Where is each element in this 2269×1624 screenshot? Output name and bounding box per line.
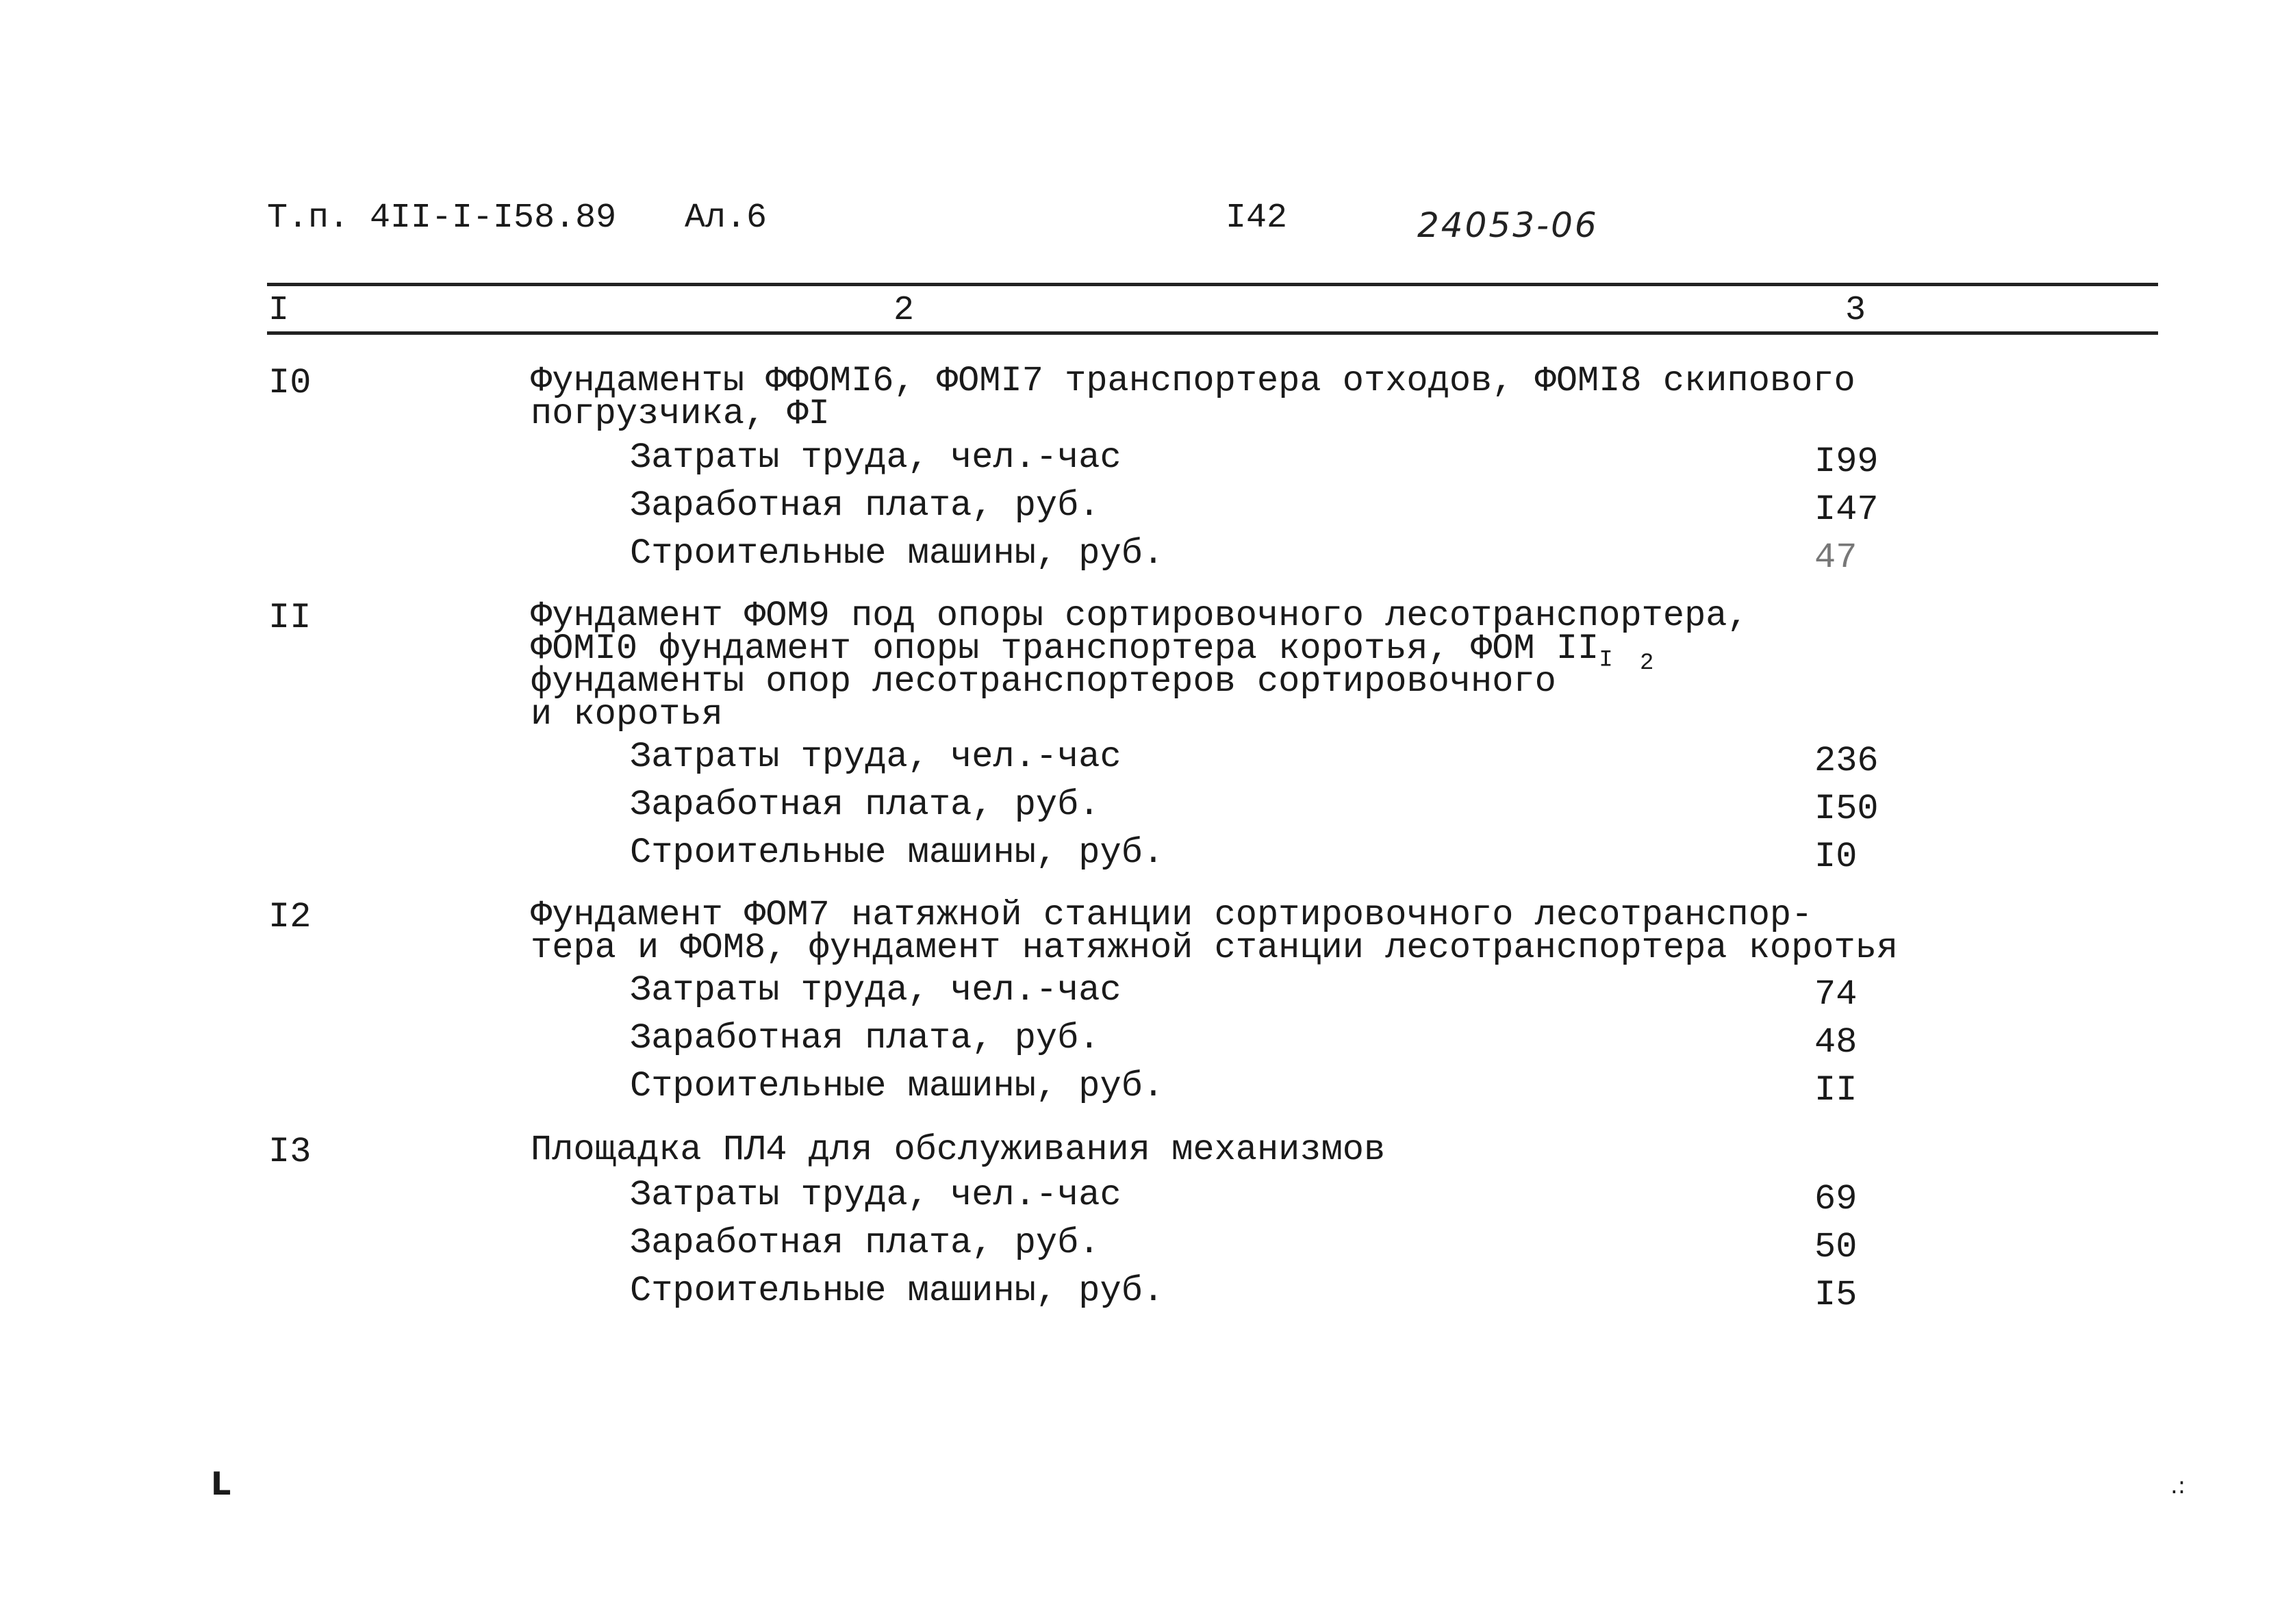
section-number: I3 xyxy=(268,1132,312,1172)
row-label: Заработная плата, руб. xyxy=(630,1223,1100,1263)
row-label: Затраты труда, чел.-час xyxy=(630,970,1121,1011)
table-header-rule xyxy=(267,331,2158,335)
row-label: Строительные машины, руб. xyxy=(630,1271,1165,1311)
row-value: I47 xyxy=(1814,490,1879,530)
row-label: Строительные машины, руб. xyxy=(630,533,1165,574)
section-title-line: погрузчика, ФI xyxy=(531,394,830,434)
section-title-line: Фундамент ФОМ7 натяжной станции сортировочного лесотранспор- xyxy=(531,895,1813,935)
page-number: I42 xyxy=(1226,199,1288,238)
column-number-3: 3 xyxy=(1845,291,1866,330)
row-value: I50 xyxy=(1814,789,1879,829)
row-label: Строительные машины, руб. xyxy=(630,1066,1165,1106)
section-title-line: ФОМI0 фундамент опоры транспортера коротья, ФОМ $II_I$ xyxy=(531,629,1613,674)
row-label: Затраты труда, чел.-час xyxy=(630,737,1121,777)
row-label: Заработная плата, руб. xyxy=(630,785,1100,825)
corner-mark-left: L xyxy=(211,1465,231,1502)
document-code: Т.п. 4II-I-I58.89 xyxy=(267,199,617,238)
row-label: Затраты труда, чел.-час xyxy=(630,437,1121,478)
row-value: 50 xyxy=(1814,1227,1858,1267)
section-title-line: Фундаменты ФФОМI6, ФОМI7 транспортера отходов, ФОМI8 скипового xyxy=(531,361,1855,401)
section-number: I0 xyxy=(268,363,312,403)
section-title-line: фундаменты опор лесотранспортеров сортировочного xyxy=(531,661,1556,702)
row-value: I5 xyxy=(1814,1275,1858,1315)
inventory-stamp: 24053-06 xyxy=(1417,205,1599,245)
row-label: Заработная плата, руб. xyxy=(630,485,1100,526)
corner-mark-right: .: xyxy=(2170,1472,2186,1499)
row-value: 47 xyxy=(1814,537,1858,578)
table-top-rule xyxy=(267,283,2158,286)
subscript-index: 2 xyxy=(1640,650,1654,676)
row-value: 48 xyxy=(1814,1022,1858,1063)
column-number-2: 2 xyxy=(893,291,915,330)
row-label: Строительные машины, руб. xyxy=(630,833,1165,873)
section-number: II xyxy=(268,598,312,638)
album-number: Ал.6 xyxy=(685,199,768,238)
row-value: 236 xyxy=(1814,741,1879,781)
section-title-line: Площадка ПЛ4 для обслуживания механизмов xyxy=(531,1130,1386,1170)
section-number: I2 xyxy=(268,897,312,937)
row-value: I99 xyxy=(1814,442,1879,482)
column-number-1: I xyxy=(268,291,290,330)
section-title-line: Фундамент ФОМ9 под опоры сортировочного лесотранспортера, xyxy=(531,596,1749,636)
row-label: Затраты труда, чел.-час xyxy=(630,1175,1121,1215)
row-value: 74 xyxy=(1814,974,1858,1015)
row-value: I0 xyxy=(1814,837,1858,877)
row-label: Заработная плата, руб. xyxy=(630,1018,1100,1058)
section-title-line: тера и ФОМ8, фундамент натяжной станции лесотранспортера коротья xyxy=(531,928,1899,968)
section-title-line: и коротья xyxy=(531,694,723,735)
row-value: II xyxy=(1814,1070,1858,1111)
row-value: 69 xyxy=(1814,1179,1858,1219)
